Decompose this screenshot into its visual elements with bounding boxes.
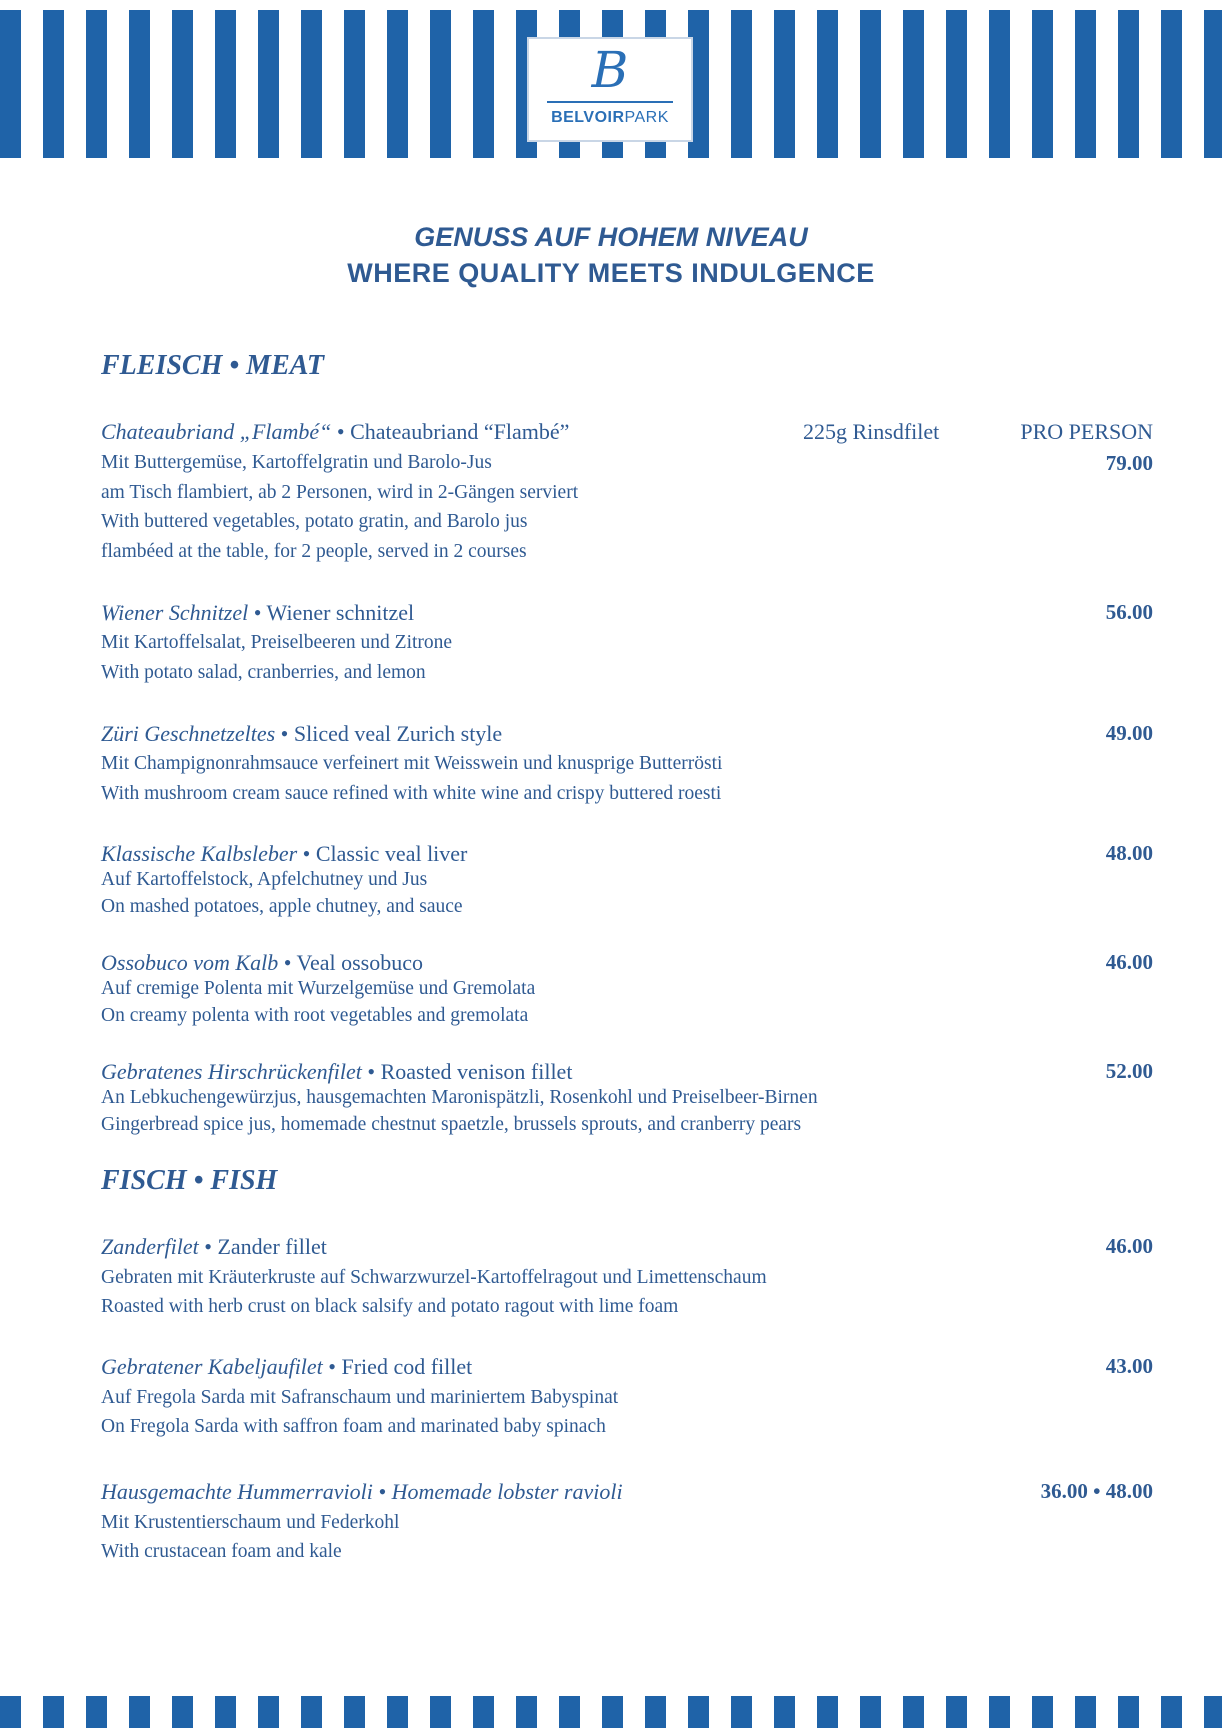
dish-description-line: With buttered vegetables, potato gratin, and Barolo jus — [101, 511, 528, 532]
menu-item-title — [101, 950, 423, 976]
dish-name-english: • Roasted venison fillet — [361, 1059, 573, 1084]
menu-item-title — [101, 1479, 623, 1505]
dish-name-german: Gebratener Kabeljaufilet — [101, 1354, 323, 1379]
menu-item-title — [101, 721, 502, 747]
dish-description-line: Mit Krustentierschaum und Federkohl — [101, 1512, 400, 1533]
headline-english: WHERE QUALITY MEETS INDULGENCE — [347, 258, 875, 288]
dish-description-line: With mushroom cream sauce refined with white wine and crispy buttered roesti — [101, 783, 722, 804]
belvoirpark-logo — [527, 37, 693, 142]
dish-price: 56.00 — [1105, 600, 1153, 624]
dish-price: 46.00 — [1105, 1234, 1153, 1258]
dish-name-german: Wiener Schnitzel — [101, 600, 249, 625]
dish-name-german: Gebratenes Hirschrückenfilet — [101, 1059, 362, 1084]
menu-item-title — [101, 419, 569, 445]
dish-description-line: Mit Champignonrahmsauce verfeinert mit Weisswein und knusprige Butterrösti — [101, 753, 723, 774]
dish-name-german: Züri Geschnetzeltes — [101, 721, 276, 746]
dish-name-english: • Chateaubriand “Flambé” — [331, 419, 570, 444]
dish-description-line: On Fregola Sarda with saffron foam and marinated baby spinach — [101, 1416, 606, 1437]
dish-weight: 225g Rinsdfilet — [803, 419, 940, 444]
dish-description-line: On creamy polenta with root vegetables and gremolata — [101, 1005, 529, 1026]
bottom-stripe-border — [0, 1696, 1222, 1728]
dish-name-english: • Veal ossobuco — [278, 950, 424, 975]
menu-item-title — [101, 1059, 572, 1085]
dish-price: 46.00 — [1105, 950, 1153, 974]
dish-description-line: Auf Fregola Sarda mit Safranschaum und mariniertem Babyspinat — [101, 1387, 619, 1408]
dish-price: 79.00 — [1105, 451, 1153, 475]
dish-name-german: Zanderfilet — [101, 1234, 199, 1259]
dish-price: 43.00 — [1105, 1354, 1153, 1378]
headline-german: GENUSS AUF HOHEM NIVEAU — [414, 222, 808, 252]
dish-description-line: With potato salad, cranberries, and lemon — [101, 662, 426, 683]
dish-name-german: Ossobuco vom Kalb — [101, 950, 279, 975]
logo-wordmark — [529, 109, 691, 127]
section-title-meat: FLEISCH • MEAT — [101, 350, 324, 381]
dish-price: 49.00 — [1105, 721, 1153, 745]
dish-price: 48.00 — [1105, 841, 1153, 865]
dish-price: 36.00 • 48.00 — [1040, 1479, 1153, 1503]
dish-name-german: Klassische Kalbsleber — [101, 841, 298, 866]
dish-description-line: flambéed at the table, for 2 people, served in 2 courses — [101, 541, 527, 562]
section-title-fish: FISCH • FISH — [101, 1165, 278, 1196]
logo-brand-bold: BELVOIR — [551, 109, 625, 126]
dish-unit: PRO PERSON — [1020, 419, 1153, 444]
logo-divider — [547, 101, 673, 103]
dish-price: 52.00 — [1105, 1059, 1153, 1083]
dish-description-line: On mashed potatoes, apple chutney, and sauce — [101, 896, 463, 917]
dish-description-line: Gingerbread spice jus, homemade chestnut spaetzle, brussels sprouts, and cranberry pears — [101, 1114, 802, 1135]
menu-item-title — [101, 1234, 327, 1260]
dish-description-line: Auf cremige Polenta mit Wurzelgemüse und Gremolata — [101, 978, 536, 999]
dish-name-english: • Zander fillet — [198, 1234, 327, 1259]
menu-item-title — [101, 1354, 472, 1380]
menu-item-title — [101, 841, 467, 867]
dish-description-line: Auf Kartoffelstock, Apfelchutney und Jus — [101, 869, 428, 890]
dish-description-line: Mit Buttergemüse, Kartoffelgratin und Barolo-Jus — [101, 452, 492, 473]
dish-name-english: • Fried cod fillet — [322, 1354, 473, 1379]
dish-description-line: With crustacean foam and kale — [101, 1541, 342, 1562]
dish-name-german: Chateaubriand „Flambé“ — [101, 419, 332, 444]
dish-name-english: • Wiener schnitzel — [248, 600, 415, 625]
dish-description-line: Roasted with herb crust on black salsify and potato ragout with lime foam — [101, 1296, 679, 1317]
dish-name-english: • Sliced veal Zurich style — [275, 721, 503, 746]
dish-name-english: • Classic veal liver — [297, 841, 468, 866]
logo-brand-light: PARK — [624, 109, 669, 126]
dish-description-line: Gebraten mit Kräuterkruste auf Schwarzwurzel-Kartoffelragout und Limettenschaum — [101, 1267, 767, 1288]
dish-description-line: An Lebkuchengewürzjus, hausgemachten Maronispätzli, Rosenkohl und Preiselbeer-Birnen — [101, 1087, 818, 1108]
dish-description-line: Mit Kartoffelsalat, Preiselbeeren und Zitrone — [101, 632, 453, 653]
dish-description-line: am Tisch flambiert, ab 2 Personen, wird in 2-Gängen serviert — [101, 482, 579, 503]
dish-name-german: Hausgemachte Hummerravioli • Homemade lobster ravioli — [101, 1479, 623, 1504]
menu-item-title — [101, 600, 414, 626]
logo-monogram: B — [591, 41, 629, 99]
